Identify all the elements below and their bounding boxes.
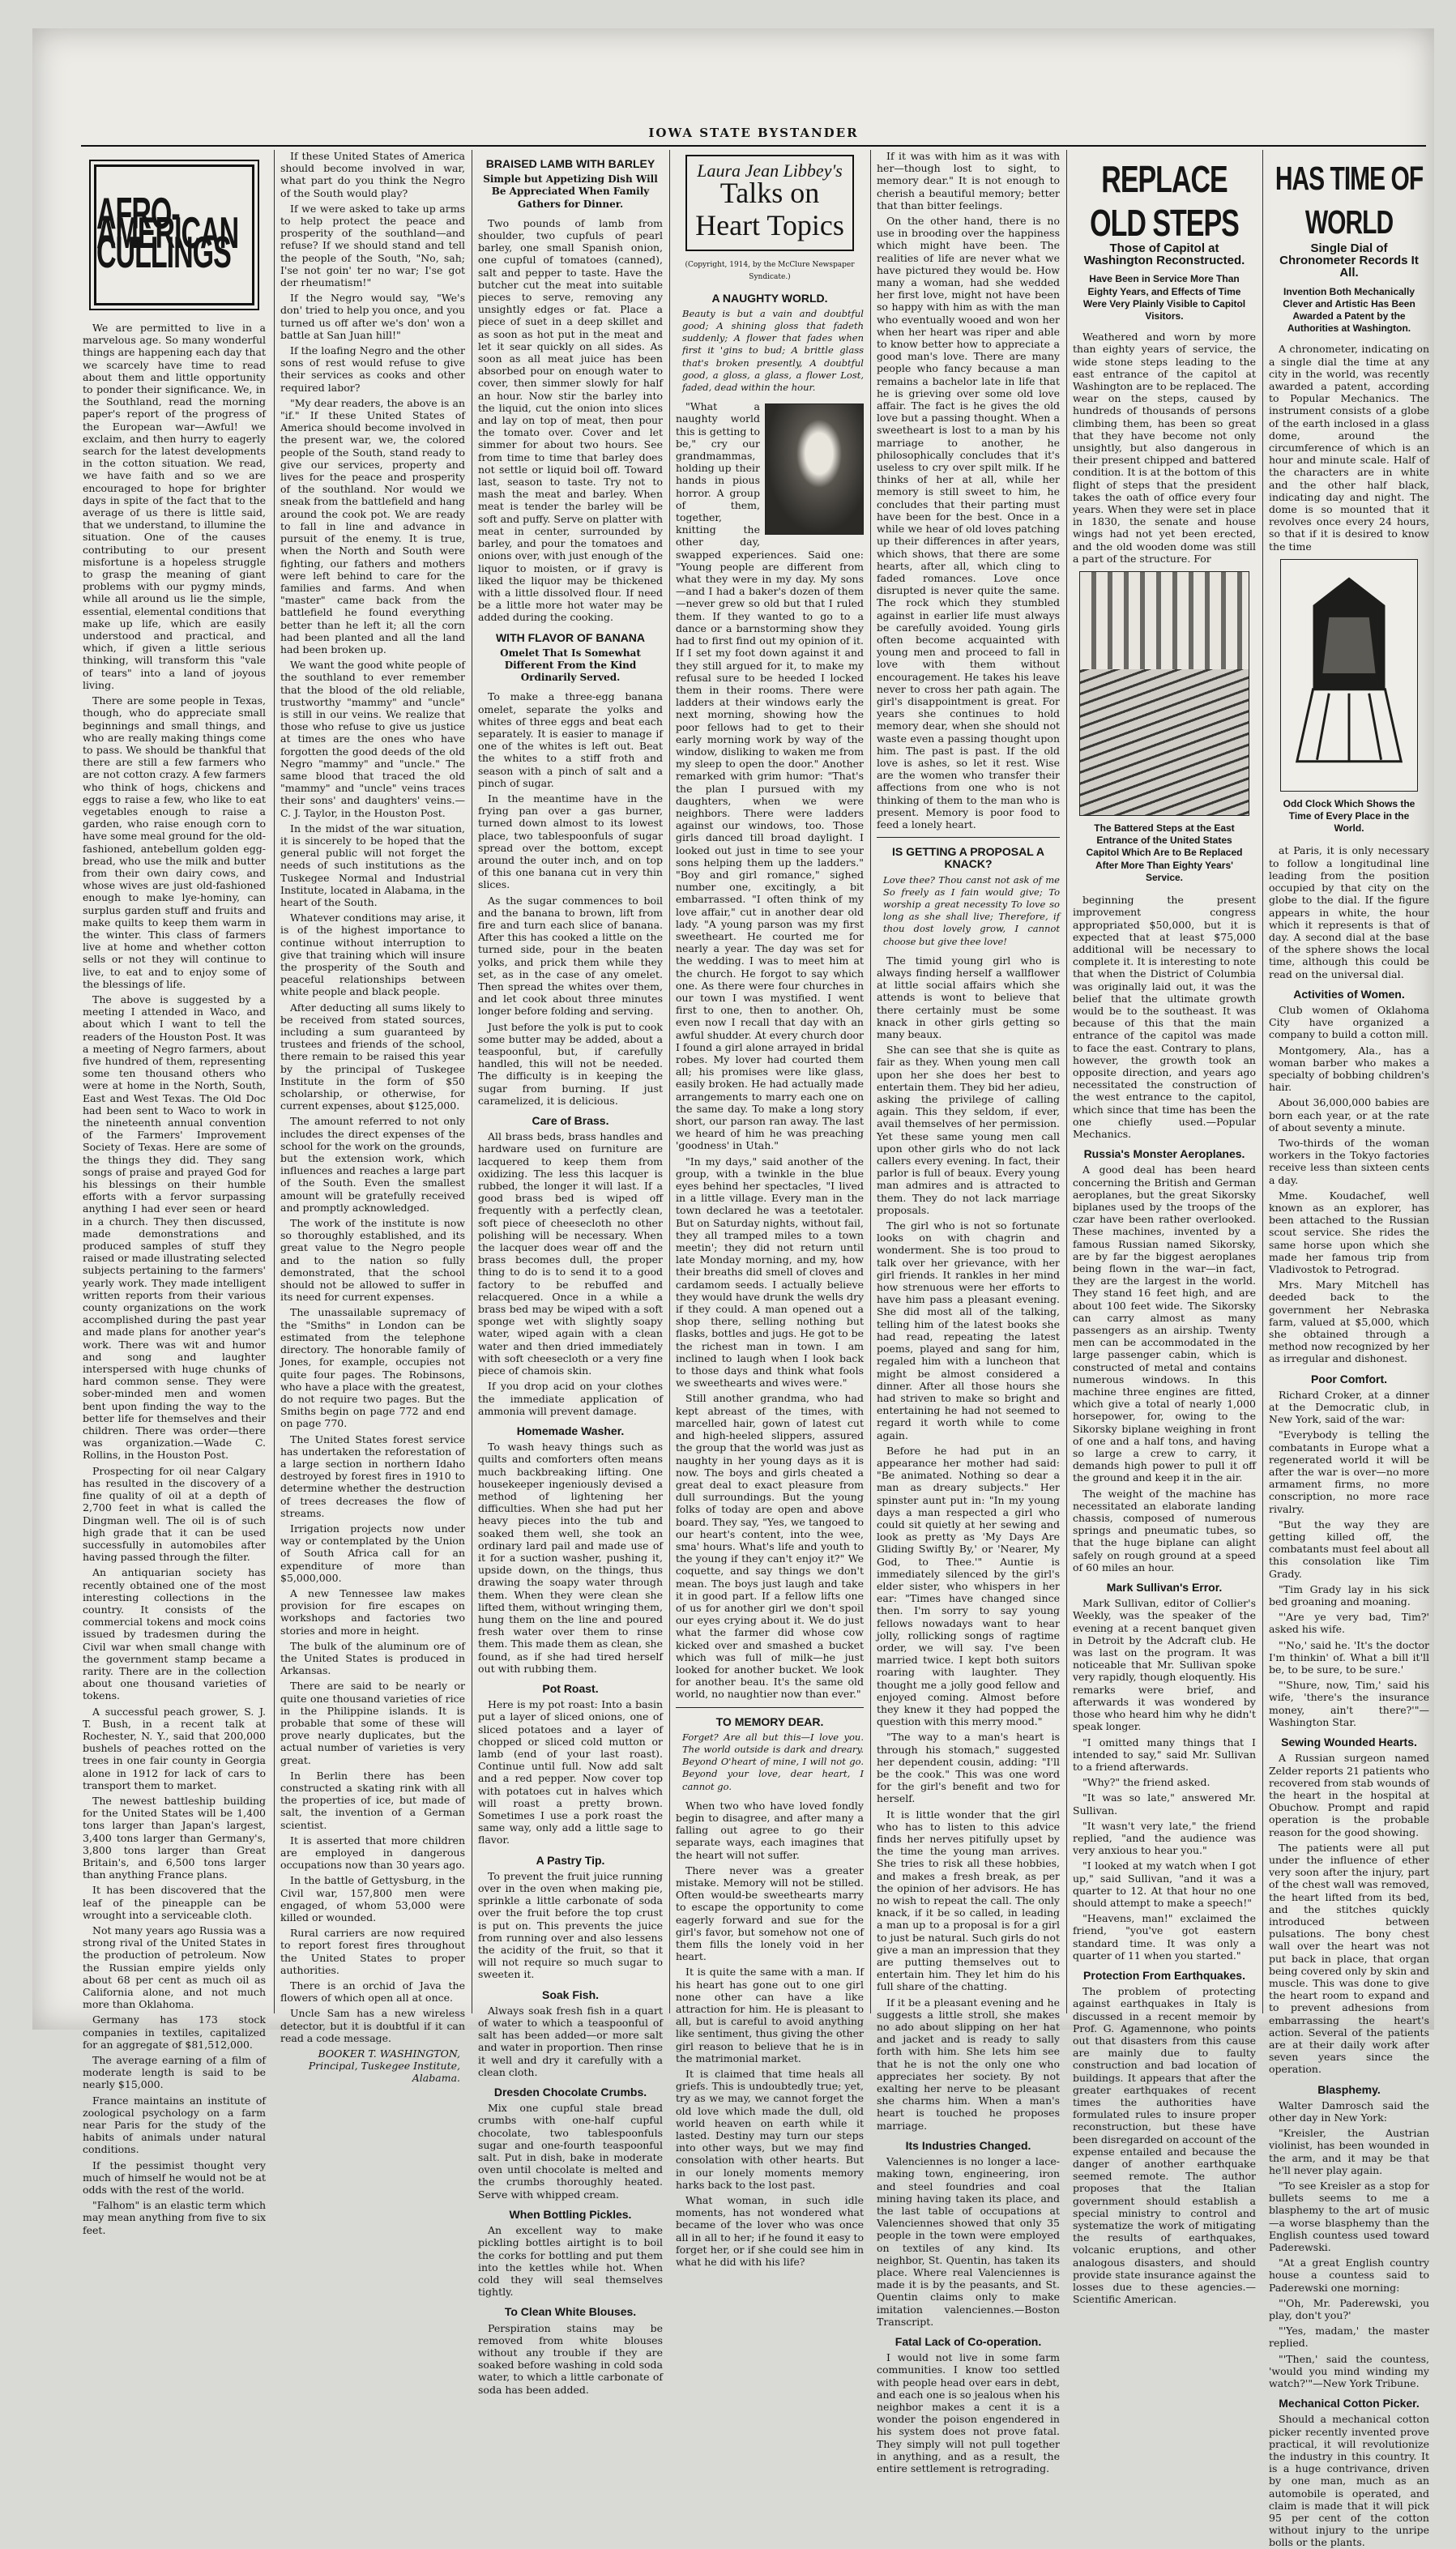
column-household — [478, 150, 663, 2396]
paragraph: In the meantime have in the frying pan over a gas burner, turned down almost to its lowest place, two tablespoonfuls of sugar spread over the bottom, except around the outer inch, and on top of this one banana cut in very thin slices. — [478, 792, 663, 891]
paragraph: Still another grandma, who had kept abreast of the times, with marcelled hair, gown of latest cut and high-heeled slippers, assured the group that the world was just as naughty in her young days as it is now. The boys and girls cheated a great deal to exact pleasure from dull surroundings. But the young folks of today are open and above board. They say, "Yes, we tangoed to our heart's content, into the wee, sma' hours. What's life and youth to the young if they can't enjoy it?" We coquette, and say things we don't mean. The boys just laugh and take it in good part. If a fellow lifts one of us for another girl we don't spoil our eyes crying about it. We do just what the farmer did whose cow kicked over and smashed a bucket which was full of milk—he just looked for another bucket. We look for another beau. It's the same old world, no naughtier now than ever." — [676, 1392, 864, 1701]
article-body — [478, 1441, 663, 1675]
paragraph: "But the way they are getting killed off, the combatants must feel about all this consolation like Tim Grady. — [1269, 1518, 1429, 1580]
paragraph: Whatever conditions may arise, it is of the highest importance to continue without interruption to give that training which will insure the prosperity of the South and peaceful relationships between white people and black people. — [280, 912, 465, 998]
poem: Forget? Are all but this—I love you. The world outside is dark and dreary. Beyond O'heart of mine, I will not go. Beyond your love, dear heart, I cannot go. — [682, 1731, 864, 1792]
paragraph: "'Are ye very bad, Tim?' asked his wife. — [1269, 1611, 1429, 1636]
headline-naughty-world: A NAUGHTY WORLD. — [711, 291, 828, 305]
paragraph: In the midst of the war situation, it is sincerely to be hoped that the general public will not forget the needs of such institutions as the Tuskegee Normal and Industrial Institute, located in Alabama, in the heart of the South. — [280, 822, 465, 908]
article-body — [1073, 894, 1256, 1140]
paragraph: "'Then,' said the countess, 'would you mind winding my watch?'"—New York Tribune. — [1269, 2352, 1429, 2390]
headline-banana: WITH FLAVOR OF BANANA — [495, 630, 646, 644]
article-body — [1269, 844, 1429, 980]
headline-sullivan: Mark Sullivan's Error. — [1106, 1581, 1223, 1595]
column-time-of-world — [1269, 150, 1429, 2549]
author-name: Laura Jean Libbey's — [697, 160, 843, 181]
article-body — [478, 1698, 663, 1846]
paragraph: It is quite the same with a man. If his heart has gone out to one girl none other can have a like attraction for him. He is pleasant to all, but is careful to avoid anything like sentiment, thus giving the other girl reason to believe that he is in the matrimonial market. — [676, 1966, 864, 2064]
article-body — [877, 150, 1060, 830]
paragraph: If you drop acid on your clothes the immediate application of ammonia will prevent damage. — [478, 1380, 663, 1417]
subhead: Omelet That Is Somewhat Different From the Kind Ordinarily Served. — [500, 647, 641, 684]
paragraph: "In my days," said another of the group, with a twinkle in the blue eyes behind her spectacles, "I lived in a little village. Every man in the town declared he was a teetotaler. But on Saturday nights, without fail, they all tramped miles to a town meetin'; they did not return until late Monday morning, and my, how their breaths did smell of cloves and cardamom seeds. I actually believe they would have drunk the wells dry if they could. A man opened out a shop there, selling nothing but flasks, bottles and jugs. He got to be the richest man in town. I am inclined to laugh when I look back to those days and think what fools we sweethearts and wives were." — [676, 1155, 864, 1390]
paragraph: Two pounds of lamb from shoulder, two cupfuls of pearl barley, one small Spanish onion, one cupful of tomatoes (canned), salt and pepper to taste. Have the butcher cut the meat into suitable pieces to serve, removing any unsightly edges or fat. Place a piece of suet in a deep skillet and as soon as hot put in the meat and let it sear quickly on all sides. As soon as all meat juice has been absorbed pour on enough water to cover, then simmer slowly for half an hour. Now stir the barley into the liquid, cut the onion into slices and lay on top of meat, then pour the tomato over. Cover and let simmer for about two hours. See from time to time that barley does not settle or liquid boil off. Toward last, season to taste. Try not to mash the meat and barley. When meat is tender the barley will be soft and puffy. Serve on platter with meat in center, surrounded by barley, and pour the tomatoes and onions over, with just enough of the liquor to moisten, or if gravy is liked the liquor may be thickened with a little dissolved flour. If need be a little more hot water may be added during the cooking. — [478, 216, 663, 624]
article-body — [676, 400, 864, 1700]
paragraph: If the Negro would say, "We's don' tried to help you once, and you turned us off after we's don' won a battle at San Juan hill!" — [280, 292, 465, 341]
paragraph: To make a three-egg banana omelet, separate the yolks and whites of three eggs and beat each separately. It is easier to manage if one of the whites is left out. Beat the whites to a stiff froth and season with a pinch of salt and a pinch of sugar. — [478, 690, 663, 789]
paragraph: Always soak fresh fish in a quart of water to which a teaspoonful of salt has been added—or more salt and water in proportion. Then rinse it well and dry it carefully with a clean cloth. — [478, 2004, 663, 2078]
paragraph: In the battle of Gettysburg, in the Civil war, 157,800 men were engaged, of whom 53,000 were killed or wounded. — [280, 1874, 465, 1924]
paragraph: When two who have loved fondly begin to disagree, and after many a falling out agree to go their separate ways, each imagines that the heart will not suffer. — [676, 1799, 864, 1861]
paragraph: About 36,000,000 babies are born each year, or at the rate of about seventy a minute. — [1269, 1096, 1429, 1134]
article-body — [478, 2322, 663, 2396]
paragraph: On the other hand, there is no use in brooding over the happiness which might have been. The realities of life are never what we have pictured they would be. How many a woman, had she wedded her first love, might not have been so happy with him as with the man who eventually wooed and won her when her heart was riper and able to know better how to appreciate a good man's love. There are many people who fancy because a man remains a bachelor late in life that he is grieving over some old love affair. The fact is he gives the old love but a passing thought. When a sweetheart is lost to a man by his marriage to another, he philosophically concludes that it's useless to cry over spilt milk. If he thinks of her at all, while her memory is still sweet to him, he concludes that their parting must have been for the best. Once in a while we hear of old loves patching up their differences in after years, which shows, that there are some hearts, after all, which cling to faded romances. Love once disrupted is never quite the same. The rock which they stumbled against in earlier life must always be carefully avoided. Young girls often become acquainted with young men and proceed to fall in love with them without encouragement. He takes his leave never to cross her path again. The girl's disappointment is great. For years she continues to hold memory dear, when she should not waste even a passing thought upon him. The past is past. If the old love is ashes, so let it rest. Wise are the women who transfer their affections from one who is not thinking of them to the man who is present. Memory is poor food to feed a lonely heart. — [877, 215, 1060, 830]
headline-aeroplanes: Russia's Monster Aeroplanes. — [1083, 1147, 1245, 1161]
paragraph: The timid young girl who is always finding herself a wallflower at little social affairs which she attends is wont to believe that there certainly must be some knack in other girls getting so many beaux. — [877, 954, 1060, 1041]
column-afro-american-cullings — [83, 150, 266, 2236]
paragraph: It is claimed that time heals all griefs. This is undoubtedly true; yet, try as we may, we cannot forget the old love which made the dull, old world heaven on earth while it lasted. Destiny may turn our steps into other ways, but we may find consolation with other hearts. But in our lonely moments memory harks back to the lost past. — [676, 2068, 864, 2191]
article-body — [1269, 2099, 1429, 2389]
article-body — [478, 1870, 663, 1981]
paragraph: Richard Croker, at a dinner at the Democratic club, in New York, said of the war: — [1269, 1388, 1429, 1426]
headline-washer: Homemade Washer. — [516, 1424, 625, 1437]
paragraph: A Russian surgeon named Zelder reports 21 patients who recovered from stab wounds of the heart in the hospital at Obuchow. Prompt and rapid operation is the probable reason for the good showing. — [1269, 1752, 1429, 1838]
world-clock-illustration — [1280, 559, 1418, 792]
article-body — [478, 2224, 663, 2298]
paragraph: If the pessimist thought very much of himself he would not be at odds with the rest of the world. — [83, 2158, 266, 2197]
headline-blouses: To Clean White Blouses. — [504, 2305, 637, 2319]
paragraph: Germany has 173 stock companies in textiles, capitalized for an aggregate of $81,512,000. — [83, 2013, 266, 2051]
paragraph: Rural carriers are now required to report forest fires throughout the United States to proper authorities. — [280, 1927, 465, 1976]
paragraph: After deducting all sums likely to be received from stated sources, including a sum guaranteed by trustees and friends of the school, there remain to be raised this year by the principal of Tuskegee Institute in the form of $50 scholarship, or otherwise, for current expenses, about $125,000. — [280, 1001, 465, 1112]
article-body — [478, 217, 663, 624]
divider — [676, 1707, 864, 1708]
portrait-photo — [765, 403, 864, 535]
paragraph: There is an orchid of Java the flowers of which open all at once. — [280, 1979, 465, 2005]
paragraph: "My dear readers, the above is an "if." If these United States of America should become involved in the present war, we, the colored people of the South, stand ready to give our services, property and lives for the peace and prosperity of the southland. Nor would we sneak from the battlefield and hang around the cook pot. We are ready to fall in line and advance in pursuit of the enemy. It is true, when the North and South were fighting, our fathers and mothers were left behind to care for the families and farms. And when "master" came back from the battlefield he found everything better than he left it; all the corn had been planted and all the land had been broken up. — [280, 396, 465, 655]
headline-proposal: IS GETTING A PROPOSAL A KNACK? — [892, 845, 1044, 871]
paragraph: Mix one cupful stale bread crumbs with one-half cupful chocolate, two tablespoonfuls sugar and one-fourth teaspoonful salt. Put in dish, bake in moderate oven until chocolate is melted and the crumbs thoroughly heated. Serve with whipped cream. — [478, 2102, 663, 2201]
article-body — [1073, 1597, 1256, 1962]
paragraph: We are permitted to live in a marvelous age. So many wonderful things are happening each day that we scarcely have time to read about them and little opportunity to ponder their significance. We, in the Southland, read the morning paper's report of the progress of the European war—Awful! we exclaim, and then hurry to eagerly search for the latest developments in the cotton situation. We read, we have faith and so we are encouraged to hope for brighter days in spite of the fact that to the average of us there is little said, that we understand, to illumine the situation. One of the causes contributing to our present misfortune is a hopeless struggle to grasp the meaning of giant problems with our pygmy minds, while all around us lie the simple, essential, elemental conditions that make up life, which are easily understood and practical, and which, if given a little serious thinking, will transform this "vale of tears" into a land of joyous living. — [83, 322, 266, 691]
paragraph: "I looked at my watch when I got up," said Sullivan, "and it was a quarter to 12. At that hour no one should attempt to make a speech!" — [1073, 1859, 1256, 1909]
paragraph: If it was with him as it was with her—though lost to sight, to memory dear." It is not enough to cherish a beautiful memory; better that than bitter feelings. — [877, 150, 1060, 211]
article-body — [478, 1130, 663, 1417]
paragraph: "The way to a man's heart is through his stomach," suggested her dependent cousin, adding: "I'll be the cook." This was one word for the girl's benefit and two for herself. — [877, 1731, 1060, 1805]
column-replace-old-steps — [1073, 150, 1256, 2306]
article-body — [1073, 1163, 1256, 1573]
paragraph: Valenciennes is no longer a lace-making town, engineering, iron and steel foundries and coal mining having taken its place, and the last table of occupations at Valenciennes showed that only 35 people in the town were employed on textiles of any kind. Its neighbor, St. Quentin, has taken its place. Where real Valenciennes is made it is by the peasants, and St. Quentin claims only to make imitation valenciennes.—Boston Transcript. — [877, 2155, 1060, 2328]
headline-time-of-world: HAS TIME OF WORLD — [1275, 161, 1424, 241]
subhead: Simple but Appetizing Dish Will Be Appreciated When Family Gathers for Dinner. — [483, 173, 658, 210]
article-body — [676, 1800, 864, 2269]
article-body — [877, 2351, 1060, 2474]
paragraph: Walter Damrosch said the other day in New York: — [1269, 2099, 1429, 2124]
paragraph: Just before the yolk is put to cook some butter may be added, about a teaspoonful, but, if carefully handled, this will not be needed. The difficulty is in keeping the sugar from burning. If just caramelized, it is delicious. — [478, 1020, 663, 1107]
paragraph: Mrs. Mary Mitchell has deeded back to the government her Nebraska farm, valued at $5,000, which she obtained through a method now recognized by her as irregular and dishonest. — [1269, 1279, 1429, 1365]
poem: Beauty is but a vain and doubtful good; A shining gloss that fadeth suddenly; A flower that fades when first it 'gins to bud; A brittle glass that's broken presently, A doubtful good, a gloss, a glass, a flower Lost, faded, dead within the hour. — [682, 307, 864, 394]
headline-pickles: When Bottling Pickles. — [509, 2207, 632, 2221]
paragraph: "Tim Grady lay in his sick bed groaning and moaning. — [1269, 1582, 1429, 1608]
paragraph: As the sugar commences to boil and the banana to brown, lift from fire and turn each slice of banana. After this has cooked a little on the turned side, pour in the beaten yolks, and prick them while they set, as in the case of any omelet. Then spread the whites over them, and let cook about three minutes longer before folding and serving. — [478, 894, 663, 1018]
paragraph: at Paris, it is only necessary to follow a longitudinal line leading from the position occupied by that city on the globe to the dial. If the figure appears in white, the hour which it represents is that of day. A second dial at the base of the sphere shows the local time, although this could be read on the universal dial. — [1269, 844, 1429, 980]
paragraph: If the loafing Negro and the other sons of rest would refuse to give their services as cooks and other required labor? — [280, 344, 465, 394]
capitol-steps-photo — [1079, 571, 1249, 816]
paragraph: A chronometer, indicating on a single dial the time at any city in the world, was recently awarded a patent, according to Popular Mechanics. The instrument consists of a globe of the earth inclosed in a glass dome, around the circumference of which is an hour and minute scale. Half of the characters are in white and the other half black, indicating day and night. The dome is so mounted that it revolves once every 24 hours, so that if it is desired to know the time — [1269, 343, 1429, 553]
paragraph: The unassailable supremacy of the "Smiths" in London can be estimated from the telephone directory. The honorable family of Jones, for example, occupies not quite four pages. The Robinsons, who have a place with the greatest, do not require two pages. But the Smiths begin on page 772 and end on page 770. — [280, 1306, 465, 1430]
column-5 — [877, 150, 1060, 2474]
illustration-caption: Odd Clock Which Shows the Time of Every Place in the World. — [1283, 797, 1415, 835]
column-rule — [274, 150, 275, 2013]
paragraph: Before he had put in an appearance her mother had said: "Be animated. Nothing so dear a man as dreary subjects." Her spinster aunt put in: "In my young days a man respected a girl who could sit quietly at her sewing and look as pretty as 'My Days Are Gliding Swiftly By,' or 'Nearer, My God, to Thee.'" Auntie is immediately silenced by the girl's elder sister, who whispers in her ear: "Times have changed since then. I'm sorry to say young fellows nowadays want to hear jolly, rollicking songs of ragtime order, we will say. I've been married twice. I kept both suitors roaring with laughter. They thought me a jolly good fellow and enjoyed coming. Almost before they knew it they had popped the question with this merry mood." — [877, 1444, 1060, 1728]
column-rule — [870, 150, 871, 2013]
paragraph: There are said to be nearly or quite one thousand varieties of rice in the Philippine islands. It is probable that some of these will prove nearly duplicates, but the actual number of varieties is very great. — [280, 1680, 465, 1766]
paragraph: The problem of protecting against earthquakes in Italy is discussed in a recent memoir by Prof. G. Agamennone, who points out that disasters from this cause are mainly due to faulty construction and bad location of buildings. It appears that after the greater earthquakes of recent times the authorities have formulated rules to insure proper reconstruction, but these have been disregarded on account of the expense entailed and because the danger of another earthquake seemed remote. The author proposes that the Italian government should establish a special ministry to control and systematize the work of mitigating the results of earthquakes, volcanic eruptions, and other analogous disasters, and should provide state insurance against the losses due to these agencies.—Scientific American. — [1073, 1985, 1256, 2306]
paragraph: "What a naughty world this is getting to be," cry our grandmammas, holding up their hands in pious horror. A group of them, together, knitting the other day, swapped experiences. Said one: "Young people are different from what they were in my day. My sons—and I had a baker's dozen of them—never grew so old but that I ruled them. If they wanted to go to a dance or a barnstorming show they had to first find out my opinion of it. If I set my foot down against it and they still argued for it, to make my refusal sure to be heeded I locked them in their rooms. There were ladders at their windows early the next morning, showing how the poor fellows had to get to their early morning work by way of the window, disliking to waken me from my sleep to open the door." Another remarked with grim humor: "That's the plan I pursued with my daughters, when we were neighbors. There were ladders against our windows, too. Those girls danced till broad daylight. I looked out just in time to see your sons helping them up the ladders." "Boy and girl romance," sighed number one, excitingly, a bit embarrassed. "I often think of my love affair," cut in another dear old lady. "A young parson was my first sweetheart. He courted me for nearly a year. The day was set for the wedding. I was to meet him at the church. He forgot to say which one. As there were four churches in our town I was mystified. I went first to one, then to another. Oh, even now I recall that day with an awful shudder. At every church door I found a girl alone arrayed in bridal robes. My lover had courted them all; his promises were like glass, easily broken. He had actually made arrangements to marry each one on the same day. To make a long story short, our parson ran away. The last we heard of him he was preaching 'goodness' in Utah." — [676, 400, 864, 1152]
column-rule — [669, 150, 670, 2013]
paragraph: Weathered and worn by more than eighty years of service, the wide stone steps leading to the east entrance of the capitol at Washington are to be replaced. The wear on the steps, caused by hundreds of thousands of persons climbing them, has been so great that they have become not only unsightly, but also dangerous in their present chipped and battered condition. It is at the bottom of this flight of steps that the president takes the oath of office every four years. When they were set in place in 1830, the senate and house wings had not yet been erected, and the old wooden dome was still a part of the structure. For — [1073, 331, 1256, 565]
paragraph: I would not live in some farm communities. I know too settled with people head over ears in debt, and each one is so jealous when his neighbor makes a cent it is a wonder the poison engendered in his system does not prove fatal. They simply will not pull together in anything, and as a result, the entire settlement is retrograding. — [877, 2351, 1060, 2474]
paragraph: It has been discovered that the leaf of the pineapple can be wrought into a serviceable cloth. — [83, 1884, 266, 1921]
paragraph: "It wasn't very late," the friend replied, "and the audience was very anxious to hear you." — [1073, 1819, 1256, 1857]
paragraph: A new Tennessee law makes provision for fire escapes on workshops and factories two stories and more in height. — [280, 1586, 465, 1637]
paragraph: Mark Sullivan, editor of Collier's Weekly, was the speaker of the evening at a recent banquet given in Detroit by the Adcraft club. He was last on the program. It was noticeable that Mr. Sullivan spoke very rapidly, though eloquently. His remarks were brief, and afterwards it was wondered by those who heard him why he didn't speak longer. — [1073, 1597, 1256, 1733]
headline-industries: Its Industries Changed. — [905, 2138, 1031, 2152]
paragraph: All brass beds, brass handles and hardware used on furniture are lacquered to keep them from oxidizing. The less this lacquer is rubbed, the longer it will last. If a good brass bed is wiped off frequently with a perfectly clean, soft piece of cheesecloth no other polishing will be necessary. When the lacquer does wear off and the brass becomes dull, the proper thing to do is to send it to a good factory to be rebuffed and relacquered. Once in a while a brass bed may be wiped with a soft sponge wet with slightly soapy water, wiped again with a clean water and then dried immediately with soft cheesecloth or a very fine piece of chamois skin. — [478, 1130, 663, 1377]
paragraph: To prevent the fruit juice running over in the oven when making pie, sprinkle a little carbonate of soda over the fruit before the top crust is put on. This prevents the juice from running over and also lessens the acidity of the fruit, so that it will not require so much sugar to sweeten it. — [478, 1869, 663, 1981]
column-heart-topics — [676, 150, 864, 2269]
column-2 — [280, 150, 465, 2085]
headline-brass: Care of Brass. — [532, 1114, 609, 1128]
headline-braised-lamb: BRAISED LAMB WITH BARLEY — [485, 157, 655, 170]
signature: BOOKER T. WASHINGTON, Principal, Tuskegee Institute, Alabama. — [308, 2047, 460, 2085]
article-body — [1269, 343, 1429, 552]
paragraph: The newest battleship building for the United States will be 1,400 tons larger than Japan's largest, 3,400 tons larger than Germany's, 3,800 tons larger than Great Britain's, and 6,500 tons larger than anything France plans. — [83, 1794, 266, 1881]
article-body — [877, 2155, 1060, 2328]
paragraph: The patients were all put under the influence of ether very soon after the injury, part of the chest wall was removed, the heart lifted from its bed, and the stitches quickly introduced between pulsations. The bony chest wall over the heart was not put back in place, that organ being covered only by skin and muscle. This was done to give the heart room to expand and to prevent adhesions from embarrassing the heart's action. Several of the patients are at their daily work after seven years since the operation. — [1269, 1841, 1429, 2076]
headline-pot-roast: Pot Roast. — [542, 1681, 599, 1695]
paragraph: If we were asked to take up arms to help protect the peace and prosperity of the southland—and refuse? If we should stand and tell the people of the South, "No, sah; I'se not goin' ter no war; I'se got der rheumatism!" — [280, 202, 465, 289]
headline-memory-dear: TO MEMORY DEAR. — [715, 1714, 824, 1728]
headline-hearts: Sewing Wounded Hearts. — [1281, 1736, 1417, 1749]
paragraph: The work of the institute is now so thoroughly established, and its great value to the Negro people and to the nation so fully demonstrated, that the school should not be allowed to suffer in its need for current expenses. — [280, 1217, 465, 1304]
paragraph: It is asserted that more children are employed in dangerous occupations now than 30 years ago. — [280, 1834, 465, 1872]
subdeck: Invention Both Mechanically Clever and Artistic Has Been Awarded a Patent by the Authorities at Washington. — [1283, 285, 1415, 335]
paragraph: Montgomery, Ala., has a woman barber who makes a specialty of bobbing children's hair. — [1269, 1044, 1429, 1094]
paragraph: Irrigation projects now under way or contemplated by the Union of South Africa call for an expenditure of more than $5,000,000. — [280, 1522, 465, 1584]
paragraph: "It was so late," answered Mr. Sullivan. — [1073, 1791, 1256, 1817]
article-body — [280, 150, 465, 2044]
newspaper-page — [32, 28, 1434, 2549]
article-body — [1073, 1985, 1256, 2305]
poem: Love thee? Thou canst not ask of me So freely as I fain would give; To worship a great necessity To love so long as she shall live; Therefore, if thou dost lovely grow, I cannot choose but give thee love! — [883, 873, 1060, 947]
paragraph: If it be a pleasant evening and he suggests a little stroll, she makes no ado about slipping on her hat and jacket and is ready to sally forth with him. She lets him see that he is not the only one who appreciates her society. By not exalting her nerve to be pleasant she charms him. When a man's heart is touched he proposes marriage. — [877, 1996, 1060, 2132]
paragraph: Here is my pot roast: Into a basin put a layer of sliced onions, one of sliced potatoes and a layer of chopped or sliced cold mutton or lamb (end of your last roast). Continue until full. Now add salt and a red pepper. Now cover top with potatoes cut in halves which will roast a pretty brown. Sometimes I use a pork roast the same way, only add a little sage to flavor. — [478, 1698, 663, 1847]
headline-earthquakes: Protection From Earthquakes. — [1083, 1968, 1245, 1982]
paragraph: If these United States of America should become involved in war, what part do you think the Negro of the South would play? — [280, 150, 465, 199]
world-clock-drawing — [1281, 560, 1417, 791]
article-body — [478, 690, 663, 1107]
paragraph: "'Oh, Mr. Paderewski, you play, don't you?' — [1269, 2296, 1429, 2322]
deck: Those of Capitol at Washington Reconstructed. — [1083, 241, 1245, 268]
headline-box — [94, 164, 254, 305]
masthead-title: IOWA STATE BYSTANDER — [648, 126, 859, 140]
headline-fish: Soak Fish. — [541, 1988, 600, 2001]
paragraph: Uncle Sam has a new wireless detector, but it is doubtful if it can read a code message. — [280, 2007, 465, 2044]
article-body — [83, 322, 266, 2236]
paragraph: The girl who is not so fortunate looks on with chagrin and wonderment. She is too proud to talk over her grievance, with her girl friends. It rankles in her mind how strenuous were her efforts to have him pass a pleasant evening. She did most all of the talking, telling him of the latest books she had read, repeating the latest poems, played and sang for him, regaled him with a luncheon that might be almost considered a dinner. After all those hours she had striven to make so bright and entertaining he had not seemed to regard it worth while to come again. — [877, 1219, 1060, 1441]
subdeck: Have Been in Service More Than Eighty Years, and Effects of Time Were Very Plainly Visible to Capitol Visitors. — [1082, 273, 1246, 322]
article-body — [478, 2102, 663, 2201]
paragraph: Club women of Oklahoma City have organized a company to build a cotton mill. — [1269, 1003, 1429, 1041]
paragraph: "Everybody is telling the combatants in Europe what a regenerated world it will be after the war is over—no more armament firms, no more conscription, no more race rivalry. — [1269, 1428, 1429, 1515]
paragraph: "At a great English country house a countess said to Paderewski one morning: — [1269, 2257, 1429, 2294]
paragraph: France maintains an institute of zoological psychology on a farm near Paris for the study of the habits of animals under natural conditions. — [83, 2094, 266, 2156]
paragraph: Mme. Koudachef, well known as an explorer, has been attached to the Russian scout service. She rides the same horse upon which she made her famous trip from Vladivostok to Petrograd. — [1269, 1189, 1429, 1275]
paragraph: In Berlin there has been constructed a skating rink with all the properties of ice, but made of salt, the invention of a German scientist. — [280, 1769, 465, 1831]
paragraph: "Kreisler, the Austrian violinist, has been wounded in the arm, and it may be that he'll never play again. — [1269, 2127, 1429, 2176]
paragraph: beginning the present improvement congress appropriated $50,000, but it is expected that at least $75,000 additional will be necessary to complete it. It is interesting to note that when the District of Columbia was originally laid out, it was the belief that the ultimate growth would be to the southeast. It was because of this that the main entrance of the capitol was made to face the east. Contrary to plans, however, the growth took an opposite direction, and years ago necessitated the construction of the west entrance to the capitol, which since that time has been the one chiefly used.—Popular Mechanics. — [1073, 894, 1256, 1140]
article-body — [1269, 2413, 1429, 2548]
paragraph: We want the good white people of the southland to ever remember that the blood of the old reliable, trustworthy "mammy" and "uncle" is still in our veins. We realize that those who refuse to give us justice at times are the ones who have forgotten the good deeds of the old Negro "mammy" and "uncle." The same blood that traced the old "mammy" and "uncle" veins traces their sons' and daughters' veins.—C. J. Taylor, in the Houston Post. — [280, 659, 465, 819]
divider — [877, 837, 1060, 838]
paragraph: An antiquarian society has recently obtained one of the most interesting collections in the country. It consists of the commercial tokens and mock coins issued by tradesmen during the Civil war when small change with the government stamp became a rarity. There are in the collection about one thousand varieties of tokens. — [83, 1566, 266, 1702]
article-body — [877, 954, 1060, 2132]
paragraph: Two-thirds of the woman workers in the Tokyo factories receive less than sixteen cents a day. — [1269, 1136, 1429, 1186]
heart-topics-box — [685, 155, 854, 251]
column-rule — [1262, 150, 1263, 2013]
paragraph: "'No,' said he. 'It's the doctor I'm thinkin' of. What a bill it'll be, to be sure, to be sure.' — [1269, 1638, 1429, 1676]
paragraph: She can see that she is quite as fair as they. When young men call upon her she does her best to entertain them. They bid her adieu, asking the privilege of calling again. This they seldom, if ever, avail themselves of her permission. Yet these same young men call upon other girls who do not lack callers every evening. In fact, their parlor is full of beaux. Every young man admires and is attracted to them. They do not lack marriage proposals. — [877, 1044, 1060, 1216]
paragraph: "I omitted many things that I intended to say," said Mr. Sullivan to a friend afterwards. — [1073, 1736, 1256, 1773]
headline-cotton-picker: Mechanical Cotton Picker. — [1279, 2397, 1420, 2410]
paragraph: An excellent way to make pickling bottles airtight is to boil the corks for bottling and put them into the kettles while hot. When cold they will seal themselves tightly. — [478, 2224, 663, 2299]
headline-women: Activities of Women. — [1293, 987, 1405, 1001]
paragraph: The amount referred to not only includes the direct expenses of the school for the work on the grounds, but the extension work, which influences and reaches a large part of the South. Even the smallest amount will be gratefully received and promptly acknowledged. — [280, 1115, 465, 1214]
paragraph: "To see Kreisler as a stop for bullets seems to me a blasphemy to the art of music—a worse blasphemy than the English countess used toward Paderewski. — [1269, 2180, 1429, 2254]
paragraph: To wash heavy things such as quilts and comforters often means much backbreaking lifting. One housekeeper ingeniously devised a method of lightening her difficulties. When she had put her heavy pieces into the tub and soaked them well, she took an ordinary lard pail and made use of it for a suction washer, pushing it, upside down, on the things, thus drawing the soapy water through them. When they were clean she lifted them, without wringing them, hung them on the line and poured fresh water over them to rinse them. This made them as clean, she found, as if she had tired herself out with rubbing them. — [478, 1441, 663, 1675]
paragraph: Should a mechanical cotton picker recently invented prove practical, it will revolutionize the industry in this country. It is a huge contrivance, driven by one man, much as an automobile is operated, and claim is made that it will pick 95 per cent of the cotton without injury to the unripe bolls or the plants. — [1269, 2413, 1429, 2549]
article-body — [1073, 331, 1256, 565]
headline-replace-old-steps: REPLACE OLD STEPS — [1090, 159, 1239, 245]
article-body — [1269, 1004, 1429, 1365]
paragraph: "'Shure, now, Tim,' said his wife, 'there's the insurance money, ain't there?'"—Washington Star. — [1269, 1679, 1429, 1728]
copyright: (Copyright, 1914, by the McClure Newspaper Syndicate.) — [685, 261, 855, 282]
paragraph: It is little wonder that the girl who has to listen to this advice finds her nerves pitifully upset by the time the young man arrives. She tries to risk all these hobbies, and makes a fresh break, as per the opinion of her advisors. He has no wish to repeat the call. The only knack, if it be so called, in leading a man up to a proposal is for a girl to just be natural. Such girls do not give a man an impression that they are putting themselves out to entertain him. They let him do his full share of the chatting. — [877, 1808, 1060, 1993]
paragraph: There never was a greater mistake. Memory will not be stilled. Often would-be sweethearts marry to escape the opportunity to come eagerly forward and sue for the girl's favor, but somehow not one of them fills the lonely void in her heart. — [676, 1864, 864, 1963]
headline-afro-american-cullings: AFRO-AMERICAN CULLINGS — [96, 190, 239, 279]
paragraph: A good deal has been heard concerning the British and German aeroplanes, but the great Sikorsky biplanes used by the troops of the czar have been rather overlooked. These machines, invented by a famous Russian named Sikorsky, are by far the biggest aeroplanes being flown in the war—in fact, they are the largest in the world. They stand 16 feet high, and are about 100 feet wide. The Sikorsky can carry almost as many passengers as an airship. Twenty men can be accommodated in the large passenger cabin, which is constructed of metal and contains numerous windows. In this machine three engines are fitted, which give a total of nearly 1,000 horsepower, for, owing to the Sikorsky biplane weighing in front of one and a half tons, and having so large a crew to carry, it demands high power to pull it off the ground and keep it in the air. — [1073, 1163, 1256, 1484]
paragraph: The weight of the machine has necessitated an elaborate landing chassis, composed of numerous springs and pneumatic tubes, so that the huge biplane can alight safely on rough ground at a speed of 60 miles an hour. — [1073, 1487, 1256, 1573]
article-body — [1269, 1389, 1429, 1728]
paragraph: There are some people in Texas, though, who do appreciate small beginnings and small things, and who are really making things come to pass. We should be thankful that there are still a few farmers who are not cotton crazy. A few farmers who think of hogs, chickens and eggs to raise a few, who like to eat vegetables enough to raise a garden, who raise enough corn to have some meal ground for the old-fashioned, antebellum golden egg-bread, who use the milk and butter from their own dairy cows, and whose wives are just old-fashioned enough to make lye-hominy, can surplus garden stuff and fruits and make quilts to keep them warm in the winter. This class of farmers live at home and whether cotton sells or not they will continue to live, to eat and to enjoy some of the blessings of life. — [83, 694, 266, 990]
box-title-line2: Heart Topics — [695, 209, 844, 242]
article-body — [1269, 1752, 1429, 2075]
paragraph: "Why?" the friend asked. — [1082, 1776, 1210, 1789]
paragraph: Perspiration stains may be removed from white blouses without any trouble if they are soaked before washing in cold soda water, to which a little carbonate of soda has been added. — [478, 2321, 663, 2396]
headline-pastry: A Pastry Tip. — [536, 1853, 605, 1867]
headline-cooperation: Fatal Lack of Co-operation. — [895, 2334, 1042, 2348]
paragraph: The bulk of the aluminum ore of the United States is produced in Arkansas. — [280, 1639, 465, 1677]
paragraph: Not many years ago Russia was a strong rival of the United States in the production of petroleum. Now the Russian empire yields only about 68 per cent as much oil as California alone, and not much more than Oklahoma. — [83, 1924, 266, 2011]
paragraph: What woman, in such idle moments, has not wondered what became of the lover who was once all in all to her; if he found it easy to forget her, or if she could see him in what he did with his life? — [676, 2194, 864, 2269]
paragraph: "Falhom" is an elastic term which may mean anything from five to six feet. — [83, 2199, 266, 2236]
paragraph: The average earning of a film of moderate length is said to be nearly $15,000. — [83, 2054, 266, 2091]
column-rule — [1066, 150, 1067, 2013]
deck: Single Dial of Chronometer Records It All. — [1279, 241, 1419, 280]
masthead — [81, 126, 1426, 147]
headline-chocolate: Dresden Chocolate Crumbs. — [493, 2086, 647, 2099]
paragraph: Prospecting for oil near Calgary has resulted in the discovery of a fine quality of oil at a depth of 2,700 feet in what is called the Dingman well. The oil is of such high grade that it can be used successfully in automobiles after having passed through the filter. — [83, 1464, 266, 1564]
paragraph: "Heavens, man!" exclaimed the friend, "you've got eastern standard time. It was only a quarter of 11 when you started." — [1073, 1912, 1256, 1962]
headline-poor-comfort: Poor Comfort. — [1310, 1372, 1388, 1386]
box-title-line1: Talks on — [719, 177, 820, 210]
paragraph: "'Yes, madam,' the master replied. — [1269, 2325, 1429, 2350]
paragraph: The above is suggested by a meeting I attended in Waco, and about which I want to tell the readers of the Houston Post. It was a meeting of Negro farmers, about five hundred of them, representing some ten thousand others who were at home in the North, South, East and West Texas. The Old Doc had been sent to Waco to work in the nineteenth annual convention of the Farmers' Improvement Society of Texas. Here are some of the things they did. They sang songs of praise and prayed God for his blessings on their humble efforts with a fervor surpassing anything I had ever seen or heard in a church. They then discussed, made demonstrations and produced samples of stuff they raised or made illustrating selected subjects pertaining to the farmers' yearly work. They made intelligent written reports from their various county organizations on the work accomplished during the past year and made plans for another year's work. There was wit and humor and song and laughter interspersed with huge chunks of hard common sense. They were sober-minded men and women bent upon finding the way to the better life for themselves and their children. There was order—there was organization.—Wade C. Rollins, in the Houston Post. — [83, 993, 266, 1462]
article-body — [478, 2005, 663, 2078]
photo-caption: The Battered Steps at the East Entrance of the United States Capitol Which Are to Be Replaced After More Than Eighty Years' Service. — [1086, 822, 1243, 883]
headline-blasphemy: Blasphemy. — [1317, 2082, 1381, 2096]
paragraph: The United States forest service has undertaken the reforestation of a large section in northern Idaho destroyed by forest fires in 1910 to determine whether the destruction of trees decreases the flow of streams. — [280, 1432, 465, 1519]
paragraph: A successful peach grower, S. J. T. Bush, in a recent talk at Rochester, N. Y., said that 200,000 bushels of peaches rotted on the trees in one fair county in Georgia alone in 1912 for lack of cars to transport them to market. — [83, 1705, 266, 1791]
